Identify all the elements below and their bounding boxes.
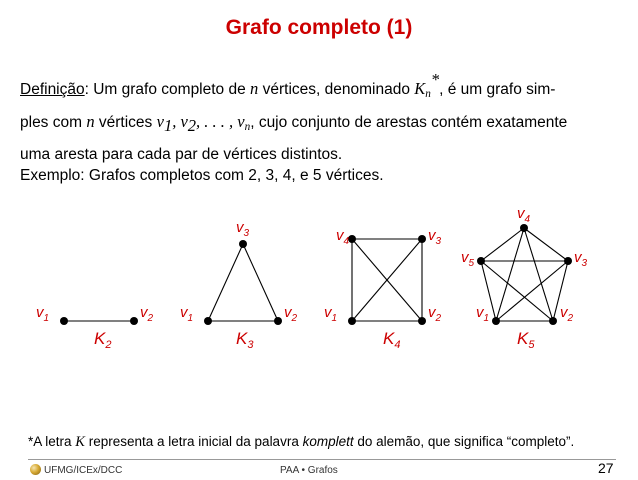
vertex-node bbox=[60, 317, 68, 325]
vertex-label: $v_4$ bbox=[517, 205, 531, 225]
footnote: *A letra K representa a letra inicial da palavra komplett do alemão, que significa “completo”. bbox=[28, 434, 575, 450]
footer-institution: UFMG/ICEx/DCC bbox=[44, 465, 123, 476]
vertex-label: $v_4$ bbox=[336, 227, 350, 247]
definition-text: , é um grafo sim- bbox=[439, 81, 556, 99]
definition-text: vértices bbox=[94, 113, 157, 131]
page-number: 27 bbox=[598, 460, 614, 476]
edge bbox=[524, 228, 568, 261]
vertex-label: $v_2$ bbox=[140, 304, 154, 324]
vertex-label: $v_1$ bbox=[36, 304, 50, 324]
edge bbox=[481, 228, 524, 261]
edge bbox=[243, 244, 278, 321]
vertex-node bbox=[520, 224, 528, 232]
vertex-label: $v_3$ bbox=[574, 249, 588, 269]
graph-label: $K_2$ bbox=[94, 329, 112, 351]
vertex-node bbox=[549, 317, 557, 325]
vertex-node bbox=[418, 317, 426, 325]
math-n: n bbox=[250, 79, 259, 99]
footnote-word: komplett bbox=[302, 434, 354, 449]
definition-text: , cujo conjunto de arestas contém exatamente bbox=[250, 113, 568, 131]
vertex-label: $v_1$ bbox=[476, 304, 490, 324]
footer-course: PAA • Grafos bbox=[280, 465, 338, 476]
vertex-node bbox=[204, 317, 212, 325]
vertex-label: $v_2$ bbox=[428, 304, 442, 324]
definition-text: ples com bbox=[20, 113, 87, 131]
vertex-node bbox=[477, 257, 485, 265]
definition-text: uma aresta para cada par de vértices distintos. bbox=[20, 145, 343, 163]
edge bbox=[496, 228, 524, 321]
math-k: K bbox=[75, 434, 85, 450]
math-kn: $K_n^*$ bbox=[414, 70, 440, 100]
vertex-node bbox=[492, 317, 500, 325]
vertex-node bbox=[239, 240, 247, 248]
vertex-node bbox=[348, 235, 356, 243]
footer-divider bbox=[28, 459, 616, 460]
slide-title: Grafo completo (1) bbox=[225, 16, 413, 39]
math-n: n bbox=[86, 111, 95, 131]
example-text: Exemplo: Grafos completos com 2, 3, 4, e 5 vértices. bbox=[20, 167, 384, 184]
edge bbox=[496, 261, 568, 321]
vertex-node bbox=[418, 235, 426, 243]
edge bbox=[481, 261, 553, 321]
complete-graphs-figure bbox=[0, 200, 638, 360]
definition-text: : Um grafo completo de bbox=[84, 81, 251, 99]
slide-footer bbox=[0, 456, 638, 480]
math-vertex-list: $v_1$, $v_2$, . . . , $v_n$ bbox=[156, 111, 251, 135]
graph-label: $K_4$ bbox=[383, 329, 401, 351]
vertex-labels bbox=[36, 205, 588, 324]
definition-paragraph bbox=[20, 66, 620, 168]
ufmg-logo-icon bbox=[30, 464, 41, 475]
vertex-node bbox=[564, 257, 572, 265]
definition-text: vértices, denominado bbox=[258, 81, 415, 99]
graph-vertices bbox=[60, 224, 572, 325]
edge bbox=[524, 228, 553, 321]
vertex-label: $v_3$ bbox=[236, 219, 250, 239]
vertex-node bbox=[348, 317, 356, 325]
graph-label: $K_5$ bbox=[517, 329, 535, 351]
edge bbox=[208, 244, 243, 321]
vertex-node bbox=[130, 317, 138, 325]
vertex-label: $v_1$ bbox=[324, 304, 338, 324]
definition-label: Definição bbox=[20, 81, 85, 99]
vertex-label: $v_3$ bbox=[428, 227, 442, 247]
vertex-label: $v_2$ bbox=[560, 304, 574, 324]
vertex-node bbox=[274, 317, 282, 325]
vertex-label: $v_2$ bbox=[284, 304, 298, 324]
vertex-label: $v_5$ bbox=[461, 249, 475, 269]
graph-label: $K_3$ bbox=[236, 329, 254, 351]
vertex-label: $v_1$ bbox=[180, 304, 194, 324]
graph-names bbox=[94, 329, 535, 351]
